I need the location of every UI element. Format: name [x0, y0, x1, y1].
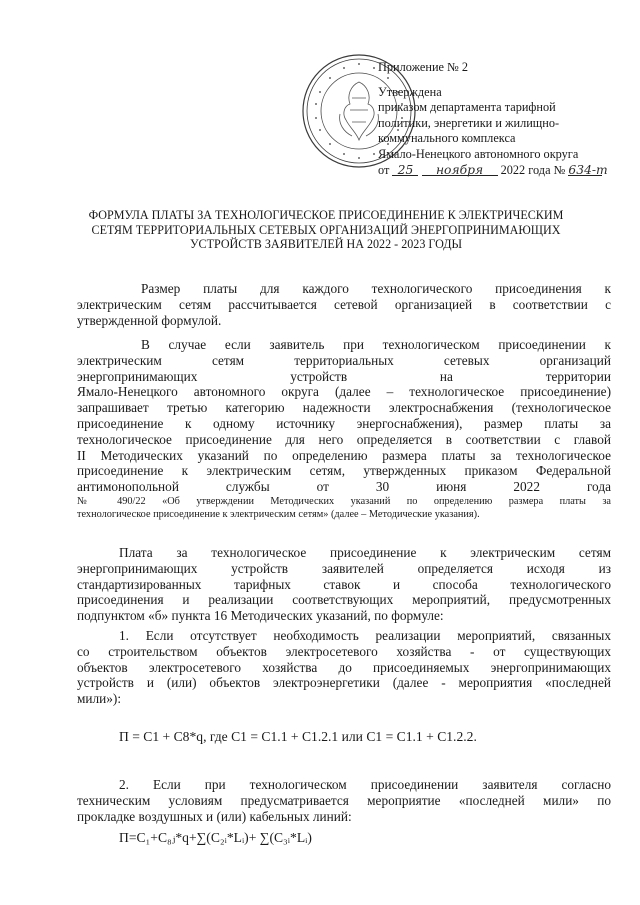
paragraph-line: 2. Если при технологическом присоединении заявителя согласно: [119, 777, 611, 792]
paragraph-line: Размер платы для каждого технологического присоединения к: [141, 281, 611, 296]
order-number-value: 634-т: [568, 162, 608, 177]
paragraph-2: [77, 337, 611, 521]
date-month-field: [422, 163, 498, 176]
paragraph-line: прокладке воздушных и (или) кабельных линий:: [77, 808, 352, 824]
paragraph-line: Ямало-Ненецкого автономного округа (далее – технологическое присоединение): [77, 384, 611, 400]
paragraph-line: II Методических указаний по определению размера платы за технологическое: [77, 447, 611, 463]
paragraph-4: [77, 628, 611, 707]
approval-org-line-2: политики, энергетики и жилищно-: [378, 115, 560, 130]
paragraph-line: со строительством объектов электросетевого хозяйства - от существующих: [77, 643, 611, 659]
approval-block: [378, 60, 618, 178]
paragraph-line-small: № 490/22 «Об утверждении Методических указаний по определению размера платы за: [77, 495, 611, 507]
paragraph-1: [77, 281, 611, 328]
date-day-value: 25: [397, 162, 414, 177]
paragraph-line: антимонопольной службы от 30 июня 2022 года: [77, 479, 611, 495]
document-title: [76, 208, 576, 252]
approved-label: Утверждена: [378, 84, 442, 99]
paragraph-line: присоединение к одному источнику энергоснабжения), размер платы за: [77, 415, 611, 431]
paragraph-line: В случае если заявитель при технологическом присоединении к: [141, 337, 611, 352]
formula-2: П=С₁+С₈ⱼ*q+∑(С₂ᵢ*Lᵢ)+ ∑(С₃ᵢ*Lᵢ): [119, 830, 312, 845]
date-month-value: ноября: [435, 162, 484, 177]
paragraph-3: [77, 545, 611, 624]
title-line-1: ФОРМУЛА ПЛАТЫ ЗА ТЕХНОЛОГИЧЕСКОЕ ПРИСОЕДИНЕНИЕ К ЭЛЕКТРИЧЕСКИМ: [88, 208, 564, 222]
paragraph-line: энергопринимающих устройств заявителей определяется исходя из: [77, 560, 611, 576]
paragraph-line: утвержденной формулой.: [77, 312, 222, 328]
approval-date-line: [378, 163, 618, 179]
date-prefix: от: [378, 162, 390, 177]
paragraph-line: 1. Если отсутствует необходимость реализации мероприятий, связанных: [119, 628, 611, 643]
order-number-field: [568, 162, 608, 177]
paragraph-line: объектов электросетевого хозяйства до присоединяемых энергопринимающих: [77, 659, 611, 675]
paragraph-line: мили»):: [77, 691, 122, 707]
paragraph-line: стандартизированных тарифных ставок и способа технологического: [77, 576, 611, 592]
paragraph-line: устройств и (или) объектов электроэнергетики (далее - мероприятия «последней: [77, 675, 611, 691]
title-line-3: УСТРОЙСТВ ЗАЯВИТЕЛЕЙ НА 2022 - 2023 ГОДЫ: [189, 237, 463, 252]
paragraph-line: энергопринимающих устройств на территории: [77, 368, 611, 384]
approval-org-line-1: приказом департамента тарифной: [378, 100, 556, 115]
paragraph-line: присоединения и реализации соответствующих мероприятий, предусмотренных: [77, 592, 611, 608]
paragraph-line: технологическое присоединение для него определяется в соответствии с главой: [77, 431, 611, 447]
date-day-field: [392, 163, 418, 176]
paragraph-line: электрическим сетям рассчитывается сетевой организацией в соответствии с: [77, 296, 611, 312]
paragraph-line-small: технологическое присоединение к электрическим сетям» (далее – Методические указания).: [77, 508, 480, 520]
paragraph-line: электрическим сетям территориальных сетевых организаций: [77, 352, 611, 368]
approval-org-line-4: Ямало-Ненецкого автономного округа: [378, 146, 579, 161]
paragraph-line: присоединение к электрическим сетям, утвержденных приказом Федеральной: [77, 463, 611, 479]
paragraph-line: техническим условиям предусматривается мероприятие «последней мили» по: [77, 792, 611, 808]
paragraph-line: Плата за технологическое присоединение к электрическим сетям: [119, 545, 611, 560]
title-line-2: СЕТЯМ ТЕРРИТОРИАЛЬНЫХ СЕТЕВЫХ ОРГАНИЗАЦИЙ ЭНЕРГОПРИНИМАЮЩИХ: [91, 222, 561, 237]
paragraph-5: [77, 777, 611, 824]
approval-org-line-3: коммунального комплекса: [378, 131, 516, 146]
formula-1: П = С1 + С8*q, где С1 = С1.1 + С1.2.1 или С1 = С1.1 + С1.2.2.: [119, 729, 477, 744]
paragraph-line: подпунктом «б» пункта 16 Методических указаний, по формуле:: [77, 608, 444, 624]
paragraph-line: запрашивает третью категорию надежности электроснабжения (технологическое: [77, 400, 611, 416]
appendix-number: Приложение № 2: [378, 60, 469, 74]
date-year: 2022 года №: [500, 162, 566, 177]
